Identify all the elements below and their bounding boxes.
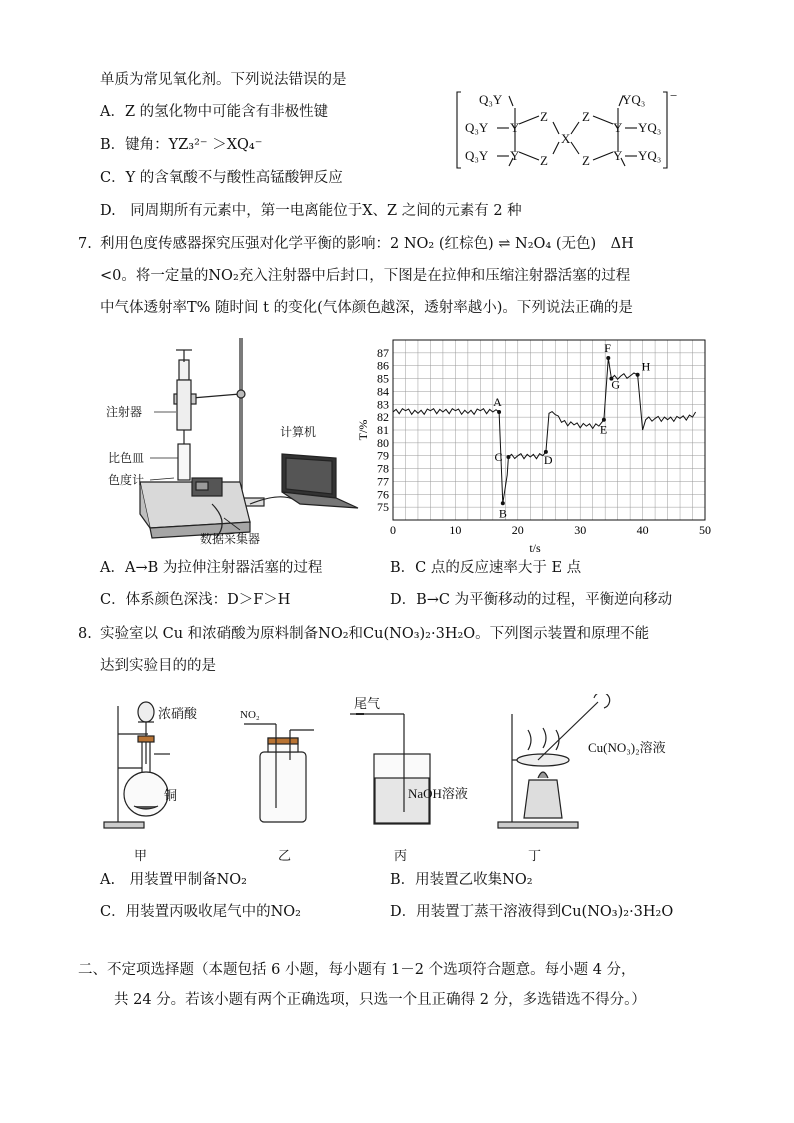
section2-heading-line1: 二、不定项选择题（本题包括 6 小题，每小题有 1－2 个选项符合题意。每小题 4 分， <box>78 962 636 978</box>
label-syringe: 注射器 <box>106 405 143 419</box>
point-H <box>636 373 640 377</box>
label-cu-nitrate-solution: Cu(NO₃)₂溶液 <box>588 740 666 755</box>
y-tick-label: 84 <box>377 384 389 399</box>
svg-text:−: − <box>670 88 678 103</box>
point-B <box>501 501 505 505</box>
section2-heading-line2: 共 24 分。若该小题有两个正确选项，只选一个且正确得 2 分，多选错选不得分。） <box>114 992 646 1008</box>
x-tick-label: 30 <box>574 523 587 537</box>
q8-apparatus-diagram <box>98 694 708 864</box>
q6-option-c: C．Y 的含氧酸不与酸性高锰酸钾反应 <box>100 170 343 186</box>
q8-option-b: B．用装置乙收集NO₂ <box>390 872 533 888</box>
x-tick-label: 20 <box>511 523 524 537</box>
y-tick-label: 82 <box>377 410 389 425</box>
y-tick-label: 80 <box>377 435 389 450</box>
q8-number: 8. <box>78 626 92 642</box>
label-colorimeter: 色度计 <box>108 473 145 487</box>
svg-text:Q₃Y: Q₃Y <box>465 120 489 135</box>
q6-option-b-formula: YZ₃²⁻ ＞XQ₄⁻ <box>168 137 263 153</box>
svg-text:Y: Y <box>613 120 623 135</box>
q7-option-c: C．体系颜色深浅：D＞F＞H <box>100 592 291 608</box>
y-tick-label: 76 <box>377 487 389 502</box>
q6-option-a: A．Z 的氢化物中可能含有非极性键 <box>100 104 329 120</box>
svg-text:Z: Z <box>540 109 548 124</box>
point-label-B: B <box>498 506 507 521</box>
y-tick-label: 86 <box>377 358 389 373</box>
q7-option-a: A．A→B 为拉伸注射器活塞的过程 <box>100 560 323 576</box>
svg-text:YQ₃: YQ₃ <box>622 92 646 107</box>
q6-option-b: B．键角：YZ₃²⁻ ＞XQ₄⁻ <box>100 137 263 153</box>
y-tick-label: 77 <box>377 474 389 489</box>
q8-stem-line2: 达到实验目的的是 <box>100 658 216 674</box>
point-label-G: G <box>611 377 621 392</box>
caption-jia: 甲 <box>134 848 148 863</box>
colorimeter-apparatus-diagram <box>100 332 365 550</box>
svg-text:Y: Y <box>613 148 623 163</box>
y-tick-label: 79 <box>377 448 389 463</box>
point-E <box>602 418 606 422</box>
label-copper: 铜 <box>164 788 178 803</box>
point-label-C: C <box>494 450 503 464</box>
q7-number: 7. <box>78 236 92 252</box>
svg-text:YQ₃: YQ₃ <box>638 148 662 163</box>
label-no2-inlet: NO₂ <box>240 709 260 721</box>
point-label-D: D <box>543 452 553 467</box>
q6-structure-diagram <box>455 88 695 172</box>
y-tick-label: 87 <box>377 345 389 360</box>
q6-option-d: D. 同周期所有元素中，第一电离能位于X、Z 之间的元素有 2 种 <box>100 203 522 219</box>
y-tick-label: 85 <box>377 371 389 386</box>
q7-stem-line1: 利用色度传感器探究压强对化学平衡的影响：2 NO₂ (红棕色) ⇌ N₂O₄ (无色) ΔH <box>100 236 634 252</box>
label-tail-gas: 尾气 <box>354 696 381 711</box>
label-data-collector: 数据采集器 <box>200 532 261 546</box>
svg-text:YQ₃: YQ₃ <box>638 120 662 135</box>
q7-stem-line2: <0。将一定量的NO₂充入注射器中后封口，下图是在拉伸和压缩注射器活塞的过程 <box>100 268 631 284</box>
point-label-A: A <box>493 395 502 409</box>
label-computer: 计算机 <box>280 425 317 439</box>
q8-stem-line1: 实验室以 Cu 和浓硝酸为原料制备NO₂和Cu(NO₃)₂·3H₂O。下列图示装置和原理不能 <box>100 626 650 642</box>
label-conc-nitric-acid: 浓硝酸 <box>158 706 198 721</box>
x-tick-label: 10 <box>449 523 462 537</box>
label-cuvette: 比色皿 <box>108 451 145 465</box>
x-tick-label: 50 <box>699 523 711 537</box>
point-A <box>497 410 501 414</box>
point-label-H: H <box>641 359 651 374</box>
point-label-F: F <box>604 341 611 355</box>
point-label-E: E <box>599 422 608 437</box>
svg-text:Q₃Y: Q₃Y <box>479 92 503 107</box>
svg-text:Y: Y <box>510 120 520 135</box>
q7-stem-line3: 中气体透射率T% 随时间 t 的变化(气体颜色越深，透射率越小)。下列说法正确的是 <box>100 300 633 316</box>
caption-ding: 丁 <box>528 848 542 863</box>
q8-option-a: A. 用装置甲制备NO₂ <box>100 872 247 888</box>
chart-ylabel: T/% <box>356 419 370 441</box>
q7-option-d: D．B→C 为平衡移动的过程，平衡逆向移动 <box>390 592 673 608</box>
label-naoh-solution: NaOH溶液 <box>408 786 468 801</box>
q8-option-c: C．用装置丙吸收尾气中的NO₂ <box>100 904 301 920</box>
point-F <box>606 356 610 360</box>
y-tick-label: 75 <box>377 500 389 515</box>
y-tick-label: 83 <box>377 397 389 412</box>
x-tick-label: 0 <box>390 523 396 537</box>
q7-option-b: B．C 点的反应速率大于 E 点 <box>390 560 582 576</box>
y-tick-label: 81 <box>377 423 389 437</box>
caption-yi: 乙 <box>278 848 292 863</box>
point-C <box>506 455 510 459</box>
svg-text:Z: Z <box>540 153 548 168</box>
q8-option-d: D．用装置丁蒸干溶液得到Cu(NO₃)₂·3H₂O <box>390 904 674 920</box>
q6-intro: 单质为常见氧化剂。下列说法错误的是 <box>100 72 347 88</box>
transmittance-chart <box>355 334 715 556</box>
svg-text:Q₃Y: Q₃Y <box>465 148 489 163</box>
svg-text:Z: Z <box>582 109 590 124</box>
y-tick-label: 78 <box>377 461 389 476</box>
svg-text:Y: Y <box>510 148 520 163</box>
chart-xlabel: t/s <box>529 541 541 555</box>
svg-text:X: X <box>561 131 571 146</box>
x-tick-label: 40 <box>636 523 649 537</box>
svg-text:Z: Z <box>582 153 590 168</box>
caption-bing: 丙 <box>394 848 408 863</box>
